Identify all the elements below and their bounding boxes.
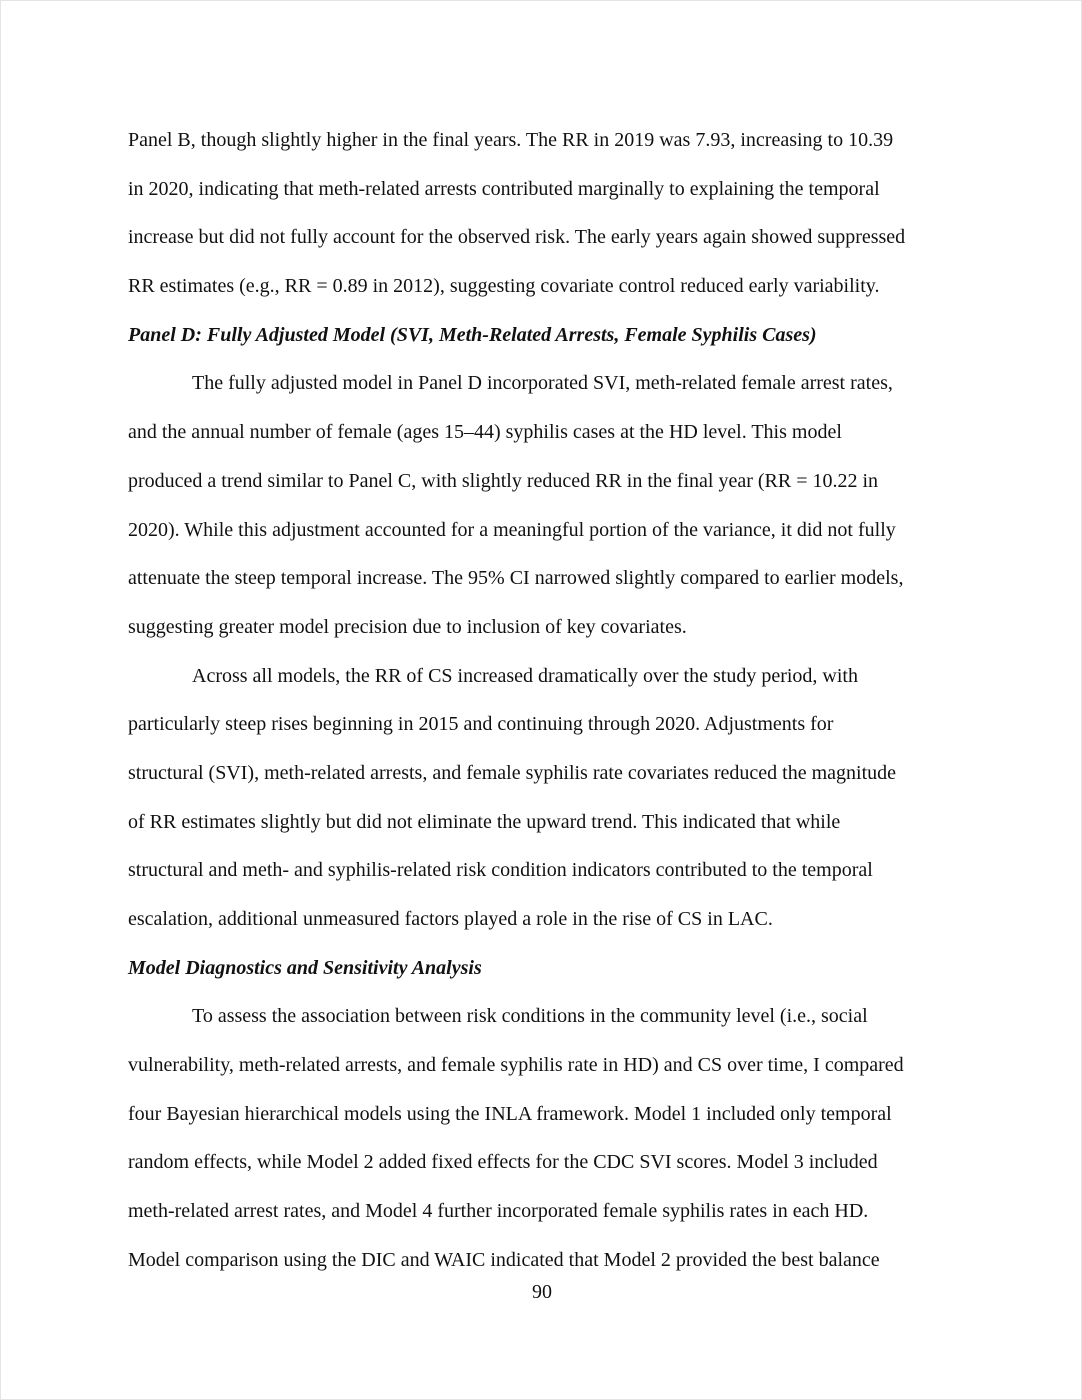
text-line: structural (SVI), meth-related arrests, and female syphilis rate covariates reduced the magnitude bbox=[128, 761, 897, 784]
section-heading-model-diagnostics: Model Diagnostics and Sensitivity Analysis bbox=[128, 956, 482, 979]
text-line: random effects, while Model 2 added fixed effects for the CDC SVI scores. Model 3 included bbox=[128, 1151, 878, 1174]
text-line: meth-related arrest rates, and Model 4 further incorporated female syphilis rates in each HD. bbox=[128, 1200, 869, 1223]
text-line: escalation, additional unmeasured factors played a role in the rise of CS in LAC. bbox=[128, 908, 773, 930]
paragraph-first-line: The fully adjusted model in Panel D incorporated SVI, meth-related female arrest rates, bbox=[192, 372, 893, 395]
section-heading-panel-d: Panel D: Fully Adjusted Model (SVI, Meth-Related Arrests, Female Syphilis Cases) bbox=[128, 323, 817, 346]
text-line: particularly steep rises beginning in 2015 and continuing through 2020. Adjustments for bbox=[128, 713, 834, 736]
text-line: 2020). While this adjustment accounted for a meaningful portion of the variance, it did not fully bbox=[128, 518, 896, 541]
text-line: Model comparison using the DIC and WAIC indicated that Model 2 provided the best balance bbox=[128, 1248, 880, 1271]
paragraph-first-line: To assess the association between risk conditions in the community level (i.e., social bbox=[192, 1005, 868, 1028]
text-line: of RR estimates slightly but did not eliminate the upward trend. This indicated that while bbox=[128, 810, 841, 833]
text-line: vulnerability, meth-related arrests, and female syphilis rate in HD) and CS over time, I compared bbox=[128, 1054, 904, 1077]
text-line: and the annual number of female (ages 15–44) syphilis cases at the HD level. This model bbox=[128, 421, 842, 444]
text-line: suggesting greater model precision due to inclusion of key covariates. bbox=[128, 615, 687, 638]
text-line: Panel B, though slightly higher in the final years. The RR in 2019 was 7.93, increasing to 10.39 bbox=[128, 129, 894, 151]
paragraph-first-line: Across all models, the RR of CS increased dramatically over the study period, with bbox=[192, 664, 858, 687]
text-line: in 2020, indicating that meth-related arrests contributed marginally to explaining the temporal bbox=[128, 177, 880, 200]
body-text bbox=[128, 125, 958, 1294]
text-line: attenuate the steep temporal increase. The 95% CI narrowed slightly compared to earlier models, bbox=[128, 567, 904, 590]
text-line: produced a trend similar to Panel C, with slightly reduced RR in the final year (RR = 10.22 in bbox=[128, 469, 879, 492]
text-line: structural and meth- and syphilis-related risk condition indicators contributed to the temporal bbox=[128, 859, 873, 882]
page-number: 90 bbox=[532, 1281, 552, 1303]
text-line: increase but did not fully account for the observed risk. The early years again showed suppressed bbox=[128, 226, 906, 249]
text-line: RR estimates (e.g., RR = 0.89 in 2012), suggesting covariate control reduced early variability. bbox=[128, 275, 880, 298]
text-line: four Bayesian hierarchical models using the INLA framework. Model 1 included only temporal bbox=[128, 1102, 892, 1125]
